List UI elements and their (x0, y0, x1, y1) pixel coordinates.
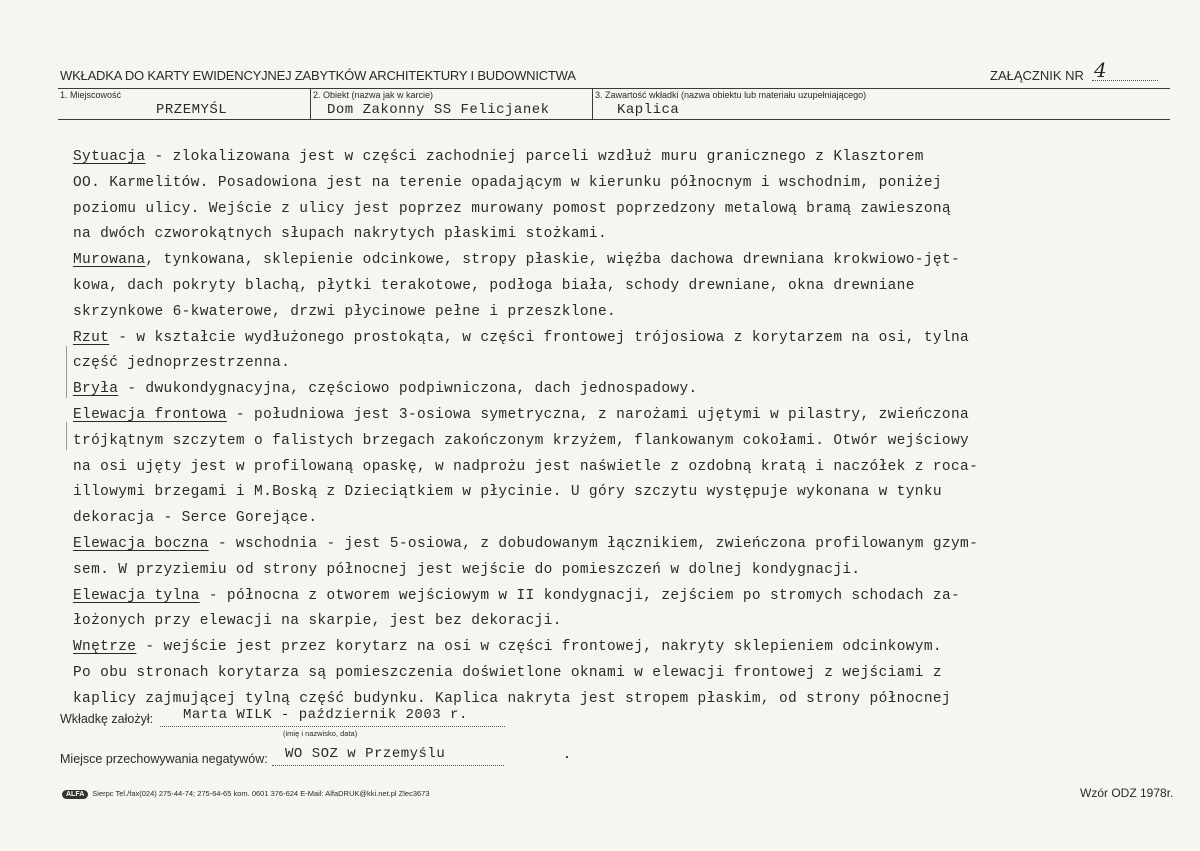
negatives-value: WO SOZ w Przemyślu (285, 746, 446, 762)
text-line: na dwóch czworokątnych słupach nakrytych płaskimi stożkami. (73, 226, 608, 243)
paragraph-rear-elevation (73, 584, 1113, 636)
annex-label: ZAŁĄCZNIK NR (990, 68, 1084, 83)
description-body (73, 145, 1113, 713)
heading-rear-elevation: Elewacja tylna (73, 587, 200, 604)
field-divider-2 (592, 88, 593, 119)
object-value: Dom Zakonny SS Felicjanek (327, 102, 550, 118)
heading-situation: Sytuacja (73, 149, 146, 165)
text-line: - południowa jest 3-osiowa symetryczna, z narożami ujętymi w pilastry, zwieńczona (226, 406, 970, 423)
locality-value: PRZEMYŚL (156, 102, 228, 118)
text-line: illowymi brzegami i M.Boską z Dzieciątkiem w płycinie. U góry szczytu występuje wykonana w tynku (73, 484, 942, 501)
text-line: część jednoprzestrzenna. (73, 355, 291, 372)
annex-number: 4 (1094, 58, 1107, 82)
text-line: skrzynkowe 6-kwaterowe, drzwi płycinowe pełne i przeszklone. (73, 303, 617, 320)
form-model: Wzór ODZ 1978r. (1080, 786, 1174, 800)
heading-interior: Wnętrze (73, 639, 137, 656)
printer-info (62, 789, 430, 799)
text-line: poziomu ulicy. Wejście z ulicy jest poprzez murowany pomost poprzedzony metalową bramą zawieszoną (73, 200, 951, 217)
paragraph-front-elevation (73, 403, 1113, 532)
text-line: na osi ujęty jest w profilowaną opaskę, w nadprożu jest naświetle z ozdobną kratą i naczółek z roca- (73, 458, 979, 475)
field-divider-1 (310, 88, 311, 119)
header-bottom-rule (58, 119, 1170, 120)
paragraph-interior (73, 635, 1113, 712)
text-line: kowa, dach pokryty blachą, płytki terakotowe, podłoga biała, schody drewniane, okna drewniane (73, 277, 915, 294)
contents-label: 3. Zawartość wkładki (nazwa obiektu lub materiału uzupełniającego) (595, 90, 867, 100)
heading-construction: Murowana (73, 252, 146, 269)
text-line: łożonych przy elewacji na skarpie, jest bez dekoracji. (73, 613, 562, 630)
locality-label: 1. Miejscowość (60, 90, 122, 100)
paragraph-side-elevation (73, 532, 1113, 584)
form-title: WKŁADKA DO KARTY EWIDENCYJNEJ ZABYTKÓW ARCHITEKTURY I BUDOWNICTWA (60, 68, 576, 83)
heading-mass: Bryła (73, 381, 119, 398)
text-line: sem. W przyziemiu od strony północnej jest wejście do pomieszczeń w dolnej kondygnacji. (73, 561, 861, 578)
text-line: kaplicy zajmującej tylną część budynku. Kaplica nakryta jest stropem płaskim, od strony północnej (73, 690, 951, 707)
heading-plan: Rzut (73, 329, 110, 346)
text-line: Po obu stronach korytarza są pomieszczenia doświetlone oknami w elewacji frontowej z wejściami z (73, 664, 942, 681)
paragraph-mass (73, 377, 1113, 403)
text-line: trójkątnym szczytem o falistych brzegach zakończonym krzyżem, flankowanym cokołami. Otwór wejściowy (73, 432, 970, 449)
paragraph-situation (73, 145, 1113, 248)
author-label: Wkładkę założył: (60, 712, 154, 726)
negatives-label: Miejsce przechowywania negatywów: (60, 752, 268, 766)
printer-info-text: Sierpc Tel./fax(024) 275-44-74; 275-64-65 kom. 0601 376-624 E-Mail: AlfaDRUK@kki.net.pl Zlec3673 (92, 789, 430, 798)
paragraph-plan (73, 326, 1113, 378)
text-line: - w kształcie wydłużonego prostokąta, w części frontowej trójosiowa z korytarzem na osi, tylna (109, 329, 970, 346)
margin-mark (66, 422, 67, 450)
text-line: - północna z otworem wejściowym w II kondygnacji, zejściem po stromych schodach za- (199, 587, 961, 604)
heading-side-elevation: Elewacja boczna (73, 535, 209, 552)
negatives-dotted-line (272, 765, 504, 766)
author-value: Marta WILK - październik 2003 r. (183, 707, 468, 723)
object-label: 2. Obiekt (nazwa jak w karcie) (313, 90, 434, 100)
text-line: - dwukondygnacyjna, częściowo podpiwniczona, dach jednospadowy. (118, 381, 698, 398)
paragraph-construction (73, 248, 1113, 325)
text-line: - zlokalizowana jest w części zachodniej parceli wzdłuż muru granicznego z Klasztorem (145, 149, 924, 165)
text-line: - wschodnia - jest 5-osiowa, z dobudowanym łącznikiem, zwieńczona profilowanym gzym- (208, 535, 979, 552)
text-line: OO. Karmelitów. Posadowiona jest na terenie opadającym w kierunku północnym i wschodnim, poniżej (73, 174, 942, 191)
stray-mark (566, 756, 568, 758)
heading-front-elevation: Elewacja frontowa (73, 406, 227, 423)
printer-logo: ALFA (62, 790, 88, 799)
contents-value: Kaplica (617, 102, 680, 118)
margin-mark (66, 372, 67, 398)
header-top-rule (58, 88, 1170, 89)
text-line: , tynkowana, sklepienie odcinkowe, stropy płaskie, więźba dachowa drewniana krokwiowo-jęt- (145, 252, 961, 269)
text-line: - wejście jest przez korytarz na osi w części frontowej, nakryty sklepieniem odcinkowym. (136, 639, 942, 656)
text-line: dekoracja - Serce Gorejące. (73, 510, 318, 527)
author-hint: (imię i nazwisko, data) (283, 729, 358, 738)
author-dotted-line (160, 726, 505, 727)
